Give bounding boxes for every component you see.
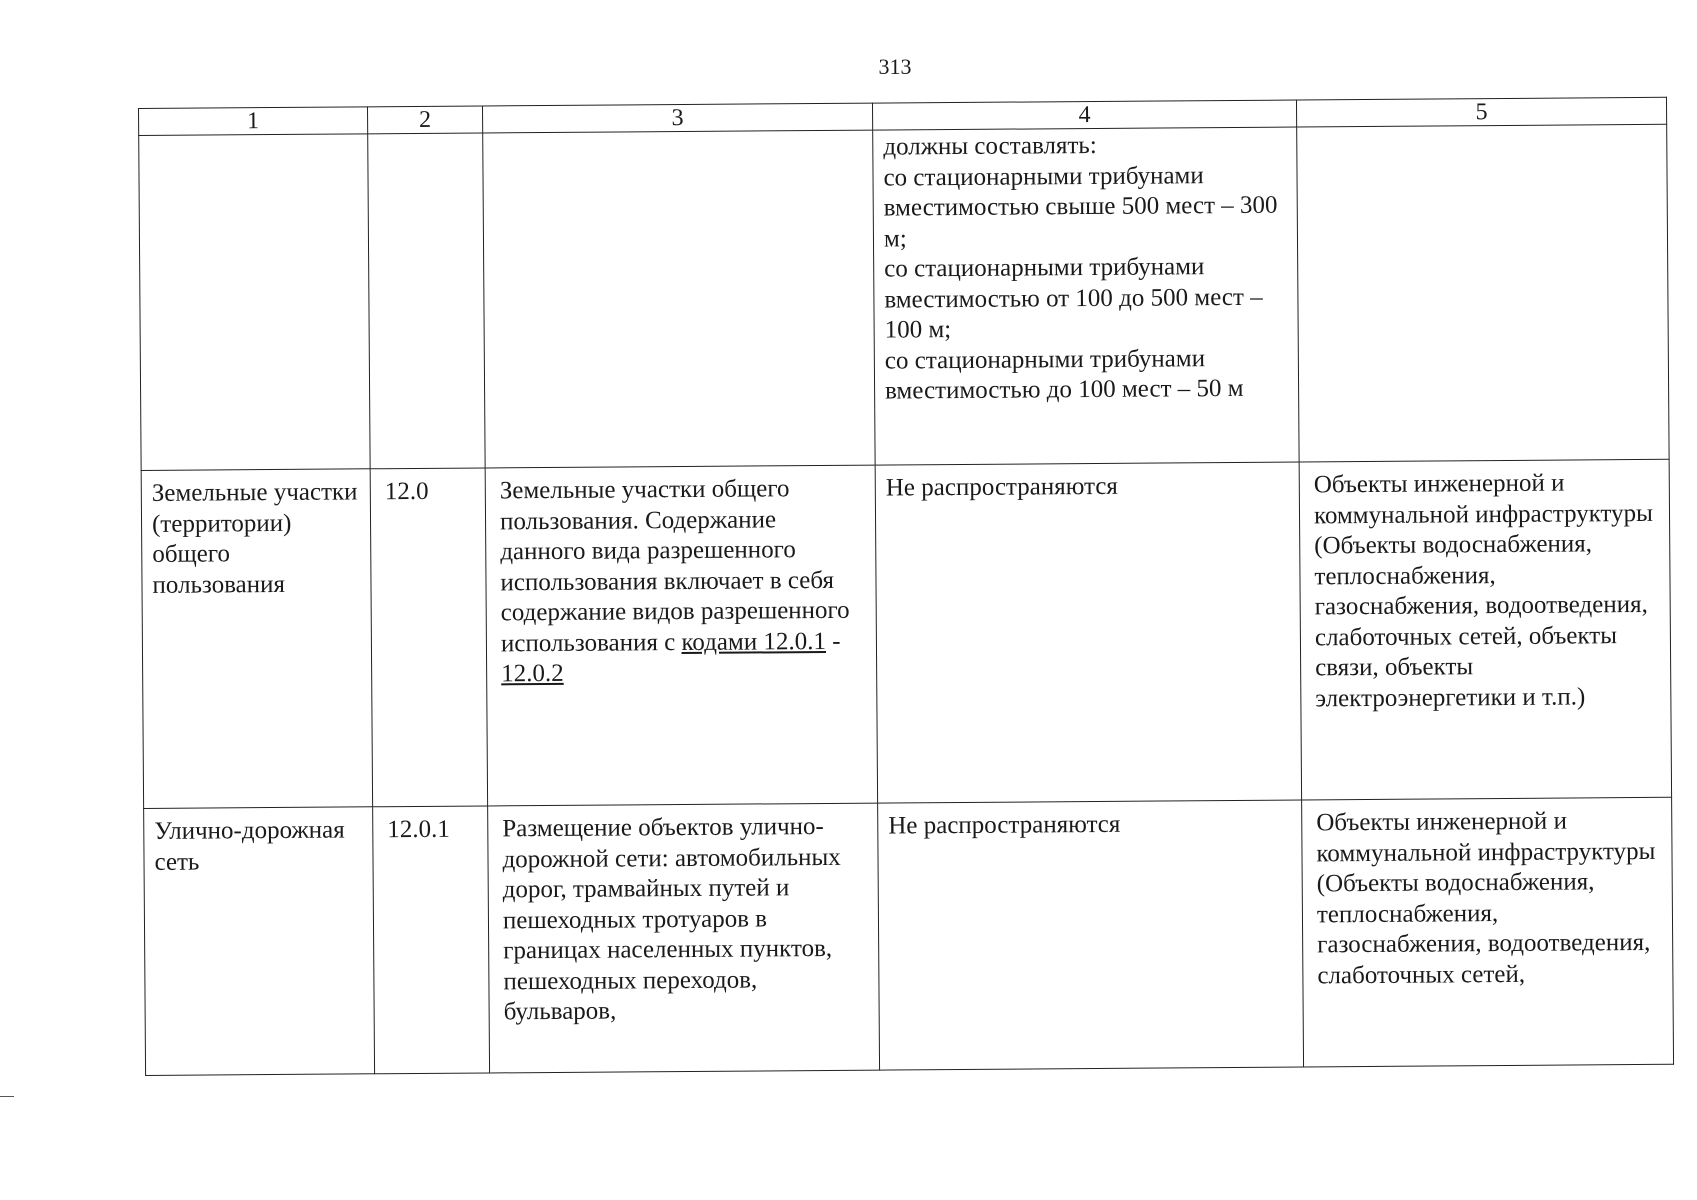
- cell-limits: должны составлять: со стационарными трибунами вместимостью свыше 500 мест – 300 м; со стационарными трибунами вместимостью от 100 до 500 мест – 100 м; со стационарными трибунами вместимостью до 100 мест – 50 м: [873, 127, 1299, 465]
- regulations-table: [138, 97, 1674, 1076]
- page-number: 313: [878, 54, 912, 79]
- description-text: Земельные участки общего пользования. Содержание данного вида разрешенного использования включает в себя содержание видов разрешенного использования с: [499, 475, 850, 657]
- cell-code: 12.0: [370, 468, 487, 807]
- cell-limits: Не распространяются: [878, 800, 1304, 1070]
- cell-code: 12.0.1: [373, 806, 490, 1074]
- description-separator: -: [825, 627, 841, 655]
- column-header-2: 2: [367, 106, 482, 134]
- cell-limits: Не распространяются: [875, 462, 1301, 803]
- code-link-12-0-1[interactable]: кодами 12.0.1: [681, 627, 827, 656]
- table-row: [139, 124, 1669, 470]
- cell-description: [485, 465, 877, 806]
- code-link-12-0-2[interactable]: 12.0.2: [501, 659, 564, 688]
- cell-objects: Объекты инженерной и коммунальной инфраструктуры (Объекты водоснабжения, теплоснабжения, газоснабжения, водоотведения, слаботочных сетей,: [1302, 797, 1674, 1067]
- table-row: [141, 459, 1671, 808]
- column-header-4: 4: [872, 100, 1296, 130]
- cell-objects: [1297, 124, 1669, 462]
- column-header-1: 1: [139, 107, 368, 136]
- column-header-3: 3: [482, 103, 872, 133]
- cell-objects: Объекты инженерной и коммунальной инфраструктуры (Объекты водоснабжения, теплоснабжения, газоснабжения, водоотведения, слаботочных сетей, объекты связи, объекты электроэнергетики и т.п.): [1299, 459, 1671, 800]
- cell-name: [139, 134, 370, 471]
- cell-name: Улично-дорожная сеть: [144, 807, 375, 1076]
- cell-description: [483, 130, 875, 468]
- table-row: [144, 797, 1674, 1075]
- cell-name: Земельные участки (территории) общего пользования: [141, 469, 372, 809]
- cell-description: Размещение объектов улично-дорожной сети: автомобильных дорог, трамвайных путей и пешеходных тротуаров в границах населенных пунктов, пешеходных переходов, бульваров,: [488, 803, 880, 1073]
- column-header-5: 5: [1296, 97, 1666, 127]
- cell-code: [368, 133, 485, 469]
- regulations-table-container: [138, 97, 1673, 1076]
- scan-edge-mark: [0, 1096, 14, 1097]
